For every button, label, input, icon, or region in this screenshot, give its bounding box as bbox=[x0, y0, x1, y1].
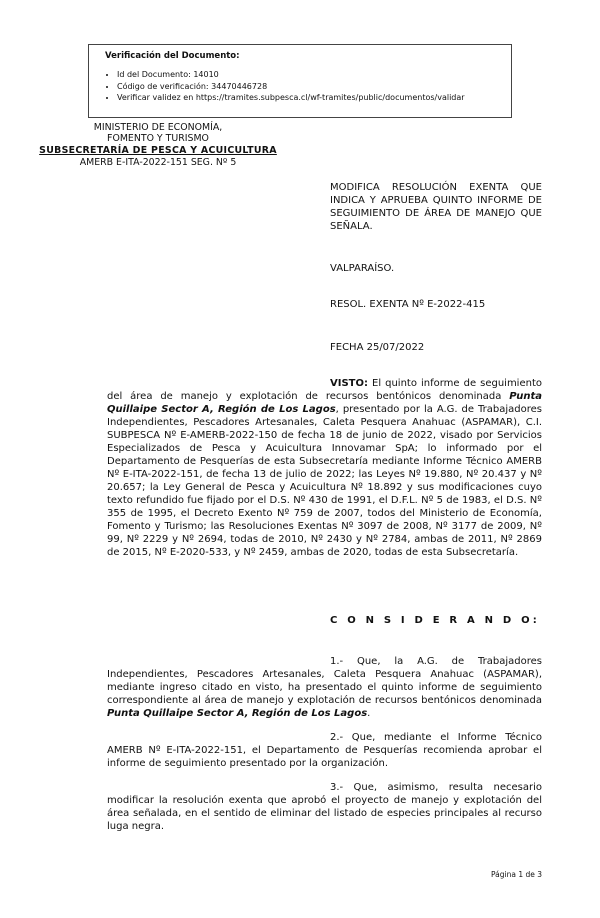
reference-code: AMERB E-ITA-2022-151 SEG. Nº 5 bbox=[79, 157, 237, 168]
item1-area-name: Punta Quillaipe Sector A, Región de Los Lagos bbox=[107, 708, 368, 719]
visto-label: VISTO: bbox=[330, 378, 368, 389]
item1-text-a: 1.- Que, la A.G. de Trabajadores Independientes, Pescadores Artesanales, Caleta Pesquera Anahuac (ASPAMAR), mediante ingreso citado en visto, ha presentado el quinto informe de seguimiento correspondiente al área de manejo y explotación de recursos bentónicos denominada bbox=[107, 656, 542, 706]
considerando-heading: C O N S I D E R A N D O: bbox=[330, 615, 540, 626]
verification-title: Verificación del Documento: bbox=[105, 51, 240, 61]
verification-link[interactable]: • Verificar validez en https://tramites.subpesca.cl/wf-tramites/public/documentos/validar bbox=[117, 92, 503, 104]
visto-area-name: Punta Quillaipe Sector A, Región de Los Lagos bbox=[107, 391, 542, 415]
subsecretaria-heading: SUBSECRETARÍA DE PESCA Y ACUICULTURA bbox=[39, 145, 277, 156]
document-id: • Id del Documento: 14010 bbox=[117, 69, 503, 81]
page-number: Página 1 de 3 bbox=[490, 870, 542, 879]
resolution-subject: MODIFICA RESOLUCIÓN EXENTA QUE INDICA Y APRUEBA QUINTO INFORME DE SEGUIMIENTO DE ÁREA DE MANEJO QUE SEÑALA. bbox=[330, 182, 542, 232]
verification-code: • Código de verificación: 34470446728 bbox=[117, 81, 503, 93]
visto-paragraph bbox=[107, 377, 542, 559]
resolution-date: FECHA 25/07/2022 bbox=[330, 342, 425, 353]
considerando-item-1 bbox=[107, 655, 542, 720]
ministry-line-2: FOMENTO Y TURISMO bbox=[107, 133, 209, 144]
verification-box bbox=[88, 44, 512, 118]
verification-list bbox=[105, 69, 503, 104]
considerando-item-2: 2.- Que, mediante el Informe Técnico AMERB Nº E-ITA-2022-151, el Departamento de Pesquerías recomienda aprobar el informe de seguimiento presentado por la organización. bbox=[107, 732, 542, 769]
place: VALPARAÍSO. bbox=[330, 263, 395, 274]
visto-text-b: , presentado por la A.G. de Trabajadores Independientes, Pescadores Artesanales, Caleta Pesquera Anahuac (ASPAMAR), C.I. SUBPESCA Nº E-AMERB-2022-150 de fecha 18 de junio de 2022, visado por Servicios Especializados de Pesca y Acuicultura Innovamar SpA; lo informado por el Departamento de Pesquerías de esta Subsecretaría mediante Informe Técnico AMERB Nº E-ITA-2022-151, de fecha 13 de julio de 2022; las Leyes Nº 19.880, Nº 20.437 y Nº 20.657; la Ley General de Pesca y Acuicultura Nº 18.892 y sus modificaciones cuyo texto refundido fue fijado por el D.S. Nº 430 de 1991, el D.F.L. Nº 5 de 1983, el D.S. Nº 355 de 1995, el Decreto Exento Nº 759 de 2007, todos del Ministerio de Economía, Fomento y Turismo; las Resoluciones Exentas Nº 3097 de 2008, Nº 3177 de 2009, Nº 99, Nº 2229 y Nº 2694, todas de 2010, Nº 2430 y Nº 2784, ambas de 2011, Nº 2869 de 2015, Nº E-2020-533, y Nº 2459, ambas de 2020, todas de esta Subsecretaría. bbox=[107, 404, 543, 558]
ministry-line-1: MINISTERIO DE ECONOMÍA, bbox=[93, 122, 223, 133]
visto-text-a: El quinto informe de seguimiento del área de manejo y explotación de recursos bentónicos denominada bbox=[107, 378, 542, 402]
resolution-number: RESOL. EXENTA Nº E-2022-415 bbox=[330, 299, 486, 310]
considerando-item-3: 3.- Que, asimismo, resulta necesario modificar la resolución exenta que aprobó el proyecto de manejo y explotación del área señalada, en el sentido de eliminar del listado de especies principales al recurso luga negra. bbox=[107, 782, 542, 832]
item1-text-b: . bbox=[367, 708, 371, 719]
